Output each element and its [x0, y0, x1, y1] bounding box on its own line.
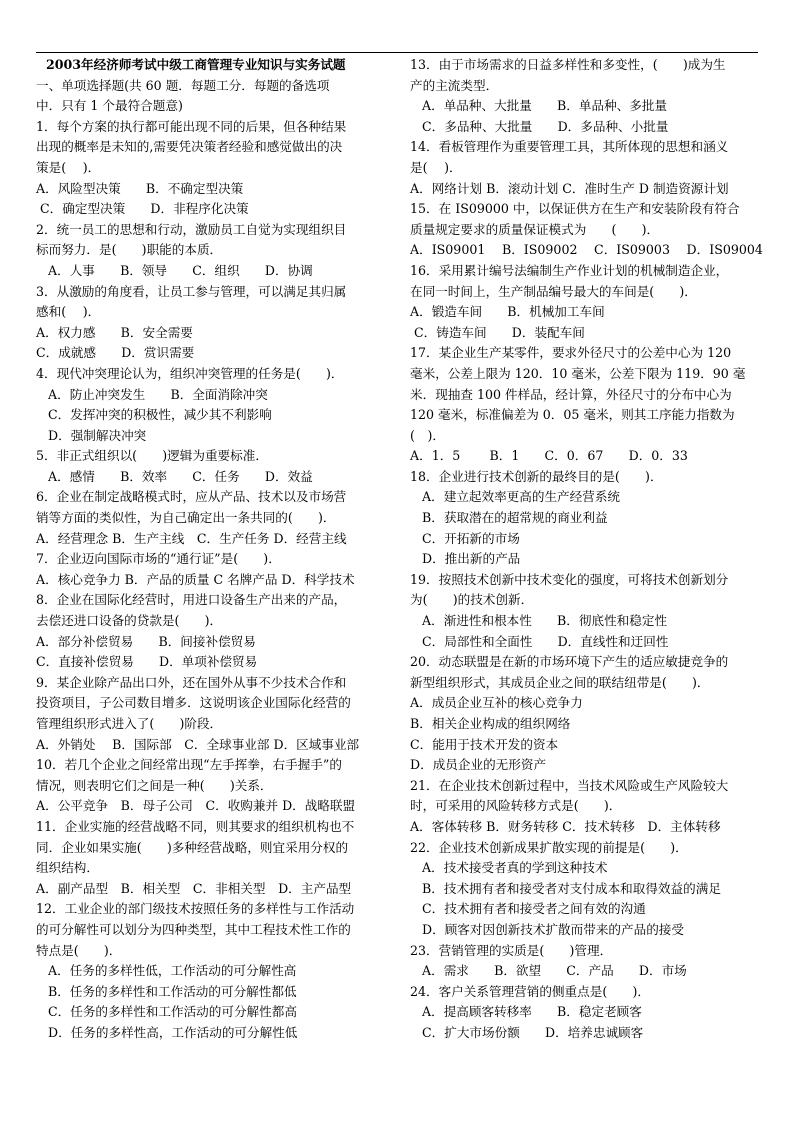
text-line: 特点是( )．: [36, 942, 122, 958]
text-line: A．锻造车间 B．机械加工车间: [410, 304, 605, 320]
text-line: C．多品种、大批量 D．多品种、小批量: [422, 118, 669, 134]
text-line: 2．统一员工的思想和行动，激励员工自觉为实现组织目: [36, 221, 347, 237]
text-line: 20．动态联盟是在新的市场环境下产生的适应敏捷竞争的: [410, 654, 729, 670]
text-line: 21．在企业技术创新过程中，当技术风险或生产风险较大: [410, 777, 729, 793]
text-line: 新型组织形式，其成员企业之间的联结纽带是( )．: [410, 674, 710, 690]
text-line: D．推出新的产品: [422, 551, 521, 567]
text-line: 7．企业迈向国际市场的“通行证”是( )．: [36, 551, 281, 567]
text-line: 出现的概率是未知的,需要凭决策者经验和感觉做出的决: [36, 139, 343, 155]
left-column: [36, 55, 404, 1044]
text-line: 8．企业在国际化经营时，用进口设备生产出来的产品，: [36, 592, 347, 608]
text-line: A．需求 B．欲望 C．产品 D．市场: [422, 963, 687, 979]
text-line: 销等方面的类似性，为自己确定出一条共同的( )．: [36, 510, 336, 526]
text-line: 标而努力．是( )职能的本质．: [36, 242, 223, 258]
text-line: C．成就感 D．赏识需要: [36, 345, 195, 361]
text-line: 10．若几个企业之间经常出现“左手挥拳，右手握手”的: [36, 757, 342, 773]
text-line: 9．某企业除产品出口外，还在国外从事不少技术合作和: [36, 674, 347, 690]
text-line: 产的主流类型．: [410, 77, 499, 93]
text-line: 是( )．: [410, 159, 462, 175]
text-line: 120 毫米，标准偏差为 0．05 毫米，则其工序能力指数为: [410, 407, 735, 423]
text-line: 感和( )．: [36, 304, 101, 320]
text-line: A．公平竞争 B．母子公司 C．收购兼并 D．战略联盟: [36, 798, 356, 814]
text-line: 19．按照技术创新中技术变化的强度，可将技术创新划分: [410, 571, 729, 587]
text-line: ( )．: [410, 427, 446, 443]
text-line: A．提高顾客转移率 B．稳定老顾客: [422, 1004, 642, 1020]
text-line: C．发挥冲突的积极性，减少其不利影响: [48, 407, 272, 423]
text-line: A．风险型决策 B．不确定型决策: [36, 180, 244, 196]
text-line: A．建立起效率更高的生产经营系统: [422, 489, 621, 505]
text-line: C．扩大市场份额 D．培养忠诚顾客: [422, 1024, 644, 1040]
text-line: 4．现代冲突理论认为，组织冲突管理的任务是( )．: [36, 365, 344, 381]
top-rule: [36, 52, 758, 53]
text-line: A．网络计划 B．滚动计划 C．准时生产 D 制造资源计划: [410, 180, 729, 196]
text-line: 一、单项选择题(共 60 题．每题工分．每题的备选项: [36, 77, 330, 93]
text-line: B．获取潜在的超常规的商业利益: [422, 510, 608, 526]
text-line: 15．在 IS09000 中，以保证供方在生产和安装阶段有符合: [410, 201, 740, 217]
text-line: A．任务的多样性低，工作活动的可分解性高: [48, 963, 297, 979]
text-line: C．能用于技术开发的资本: [410, 736, 559, 752]
text-line: 策是( )．: [36, 159, 101, 175]
text-line: 情况，则表明它们之间是一种( )关系．: [36, 777, 273, 793]
text-line: B．相关企业构成的组织网络: [410, 716, 571, 731]
text-line: 1．每个方案的执行都可能出现不同的后果，但各种结果: [36, 118, 347, 134]
text-line: 18．企业进行技术创新的最终目的是( )．: [410, 468, 663, 484]
text-line: B．技术拥有者和接受者对支付成本和取得效益的满足: [422, 880, 721, 896]
text-line: 5．非正式组织以( )逻辑为重要标准．: [36, 448, 268, 464]
text-line: 24．客户关系管理营销的侧重点是( )．: [410, 983, 650, 999]
text-line: A．外销处 B．国际部 C．全球事业部 D．区域事业部: [36, 736, 360, 752]
text-line: 14．看板管理作为重要管理工具，其所体现的思想和涵义: [410, 139, 729, 155]
text-line: 毫米，公差上限为 120．10 毫米，公差下限为 119．90 毫: [410, 365, 746, 381]
text-line: 12．工业企业的部门级技术按照任务的多样性与工作活动: [36, 901, 355, 917]
text-line: C．开拓新的市场: [422, 530, 520, 546]
text-line: 22．企业技术创新成果扩散实现的前提是( )．: [410, 839, 688, 855]
text-line: C．铸造车间 D．装配车间: [410, 324, 585, 340]
text-line: A．经营理念 B．生产主线 C．生产任务 D．经营主线: [36, 530, 347, 546]
text-line: C．局部性和全面性 D．直线性和迂回性: [422, 633, 669, 649]
text-line: 在同一时间上，生产制品编号最大的车间是( )．: [410, 283, 697, 299]
text-line: 同．企业如果实施( )多种经营战略，则宜采用分权的: [36, 839, 349, 855]
text-line: 11．企业实施的经营战略不同，则其要求的组织机构也不: [36, 818, 355, 834]
text-line: A．客体转移 B．财务转移 C．技术转移 D．主体转移: [410, 818, 721, 834]
text-line: 13．由于市场需求的日益多样性和多变性，( )成为生: [410, 57, 726, 72]
text-line: A．核心竞争力 B．产品的质量 C 名牌产品 D．科学技术: [36, 571, 355, 587]
text-line: 23．营销管理的实质是( )管理．: [410, 942, 613, 958]
text-line: B．任务的多样性和工作活动的可分解性都低: [48, 983, 297, 999]
text-line: A．人事 B．领导 C．组织 D．协调: [48, 262, 313, 278]
text-line: 时，可采用的风险转移方式是( )．: [410, 798, 622, 814]
right-column: [410, 55, 794, 1044]
text-line: 17．某企业生产某零件，要求外径尺寸的公差中心为 120: [410, 345, 732, 361]
text-line: A．副产品型 B．相关型 C．非相关型 D．主产品型: [36, 880, 352, 896]
text-line: 组织结构．: [36, 860, 99, 876]
text-line: D．强制解决冲突: [48, 427, 147, 443]
text-line: D．顾客对因创新技术扩散而带来的产品的接受: [422, 921, 684, 937]
text-line: 3．从激励的角度看，让员工参与管理，可以满足其归属: [36, 283, 347, 299]
text-line: 16．采用累计编号法编制生产作业计划的机械制造企业，: [410, 262, 729, 278]
text-line: A．技术接受者真的学到这种技术: [422, 860, 608, 876]
text-line: A．权力感 B．安全需要: [36, 324, 193, 340]
right-question-lines: [410, 55, 794, 1044]
document-title: 2003年经济师考试中级工商管理专业知识与实务试题: [46, 57, 346, 72]
text-line: C．技术拥有者和接受者之间有效的沟通: [422, 901, 646, 917]
text-line: 的可分解性可以划分为四种类型，其中工程技术性工作的: [36, 921, 351, 937]
text-line: C．直接补偿贸易 D．单项补偿贸易: [36, 654, 258, 670]
text-line: 米．现抽查 100 件样品，经计算，外径尺寸的分布中心为: [410, 386, 732, 402]
text-line: D．任务的多样性高，工作活动的可分解性低: [48, 1024, 298, 1040]
text-line: 管理组织形式进入了( )阶段．: [36, 716, 223, 731]
text-line: C．任务的多样性和工作活动的可分解性都高: [48, 1004, 297, 1020]
text-line: 去偿还进口设备的贷款是( )．: [36, 613, 223, 629]
left-question-lines: [36, 76, 404, 1044]
text-line: A．防止冲突发生 B．全面消除冲突: [48, 386, 268, 402]
text-line: A．IS09001 B．IS09002 C．IS09003 D．IS09004: [410, 242, 763, 258]
text-line: 中．只有 1 个最符合题意): [36, 98, 183, 114]
text-line: A．单品种、大批量 B．单品种、多批量: [422, 98, 668, 114]
text-line: A．成员企业互补的核心竞争力: [410, 695, 583, 711]
text-line: 6．企业在制定战略模式时，应从产品、技术以及市场营: [36, 489, 347, 505]
text-line: A．1．5 B．1 C．0．67 D．0．33: [410, 448, 688, 464]
text-line: A．渐进性和根本性 B．彻底性和稳定性: [422, 613, 668, 629]
text-line: A．感情 B．效率 C．任务 D．效益: [48, 468, 313, 484]
text-line: 为( )的技术创新．: [410, 592, 534, 608]
text-line: A．部分补偿贸易 B．间接补偿贸易: [36, 633, 256, 649]
text-line: 质量规定要求的质量保证模式为 ( )．: [410, 221, 660, 237]
text-line: C．确定型决策 D．非程序化决策: [36, 201, 249, 217]
text-line: 投资项目，子公司数目增多．这说明该企业国际化经营的: [36, 695, 351, 711]
text-line: D．成员企业的无形资产: [410, 757, 547, 773]
